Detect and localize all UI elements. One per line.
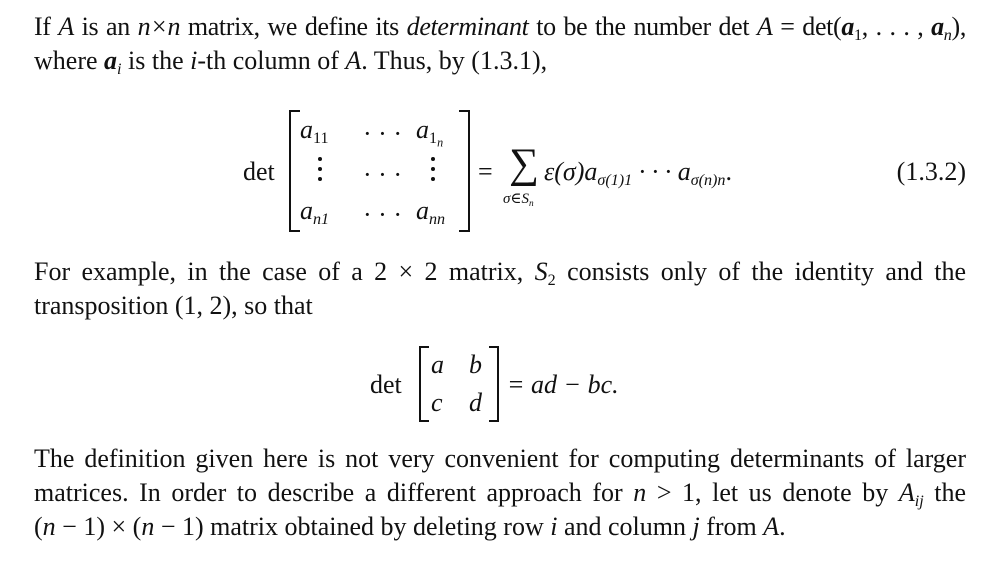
eq1-ann: $a_{nn}$ [416,196,446,228]
eq1-left-bracket [289,110,300,232]
paragraph-1-line-2: where $a_i$ is the i-th column of A. Thus, by (1.3.1), [34,46,548,78]
eq1-vdots-col1 [318,157,322,187]
eq1-number: (1.3.2) [896,157,966,186]
paragraph-2-line-2: transposition (1, 2), so that [34,291,313,320]
eq2-b: b [469,350,482,379]
eq2-det: det [370,370,402,399]
eq1-det: det [243,157,275,186]
eq1-a11: $a_{11}$ [300,115,329,147]
eq1-right-bracket [459,110,470,232]
paragraph-3-line-3: (n − 1) × (n − 1) matrix obtained by deleting row i and column j from A. [34,512,786,541]
eq2-d: d [469,388,482,417]
eq1-equals: = [478,157,493,186]
eq2-a: a [431,350,444,379]
eq1-hdots-row2: · · · [363,160,402,189]
eq2-c: c [431,388,443,417]
eq1-a1n: $a_{1_n}$ [416,115,444,150]
paragraph-1-line-1: If A is an n×n matrix, we define its determinant to be the number $\det A = \det(a_1$, . . . , $a_n$), [34,12,966,44]
paragraph-3-line-1: The definition given here is not very convenient for computing determinants of larger [34,444,966,473]
eq1-sum-symbol: ∑ [509,141,539,187]
eq1-summand: $\varepsilon(\sigma)a_{\sigma(1)1}$ · · · $a_{\sigma(n)n}$. [544,157,732,189]
eq1-hdots-row3: · · · [363,200,402,229]
eq1-vdots-coln [431,157,435,187]
eq1-hdots-row1: · · · [363,119,402,148]
eq1-sum-subscript: $\sigma\in S_n$ [503,191,534,209]
paragraph-2-line-1: For example, in the case of a 2 × 2 matrix, $S_2$ consists only of the identity and the [34,257,966,289]
eq2-left-bracket [419,346,429,422]
paragraph-3-line-2: matrices. In order to describe a different approach for n > 1, let us denote by $A_{ij}$ the [34,478,967,510]
eq1-an1: $a_{n1}$ [300,196,330,228]
eq2-right-bracket [489,346,499,422]
eq2-rhs: = ad − bc. [507,370,619,399]
